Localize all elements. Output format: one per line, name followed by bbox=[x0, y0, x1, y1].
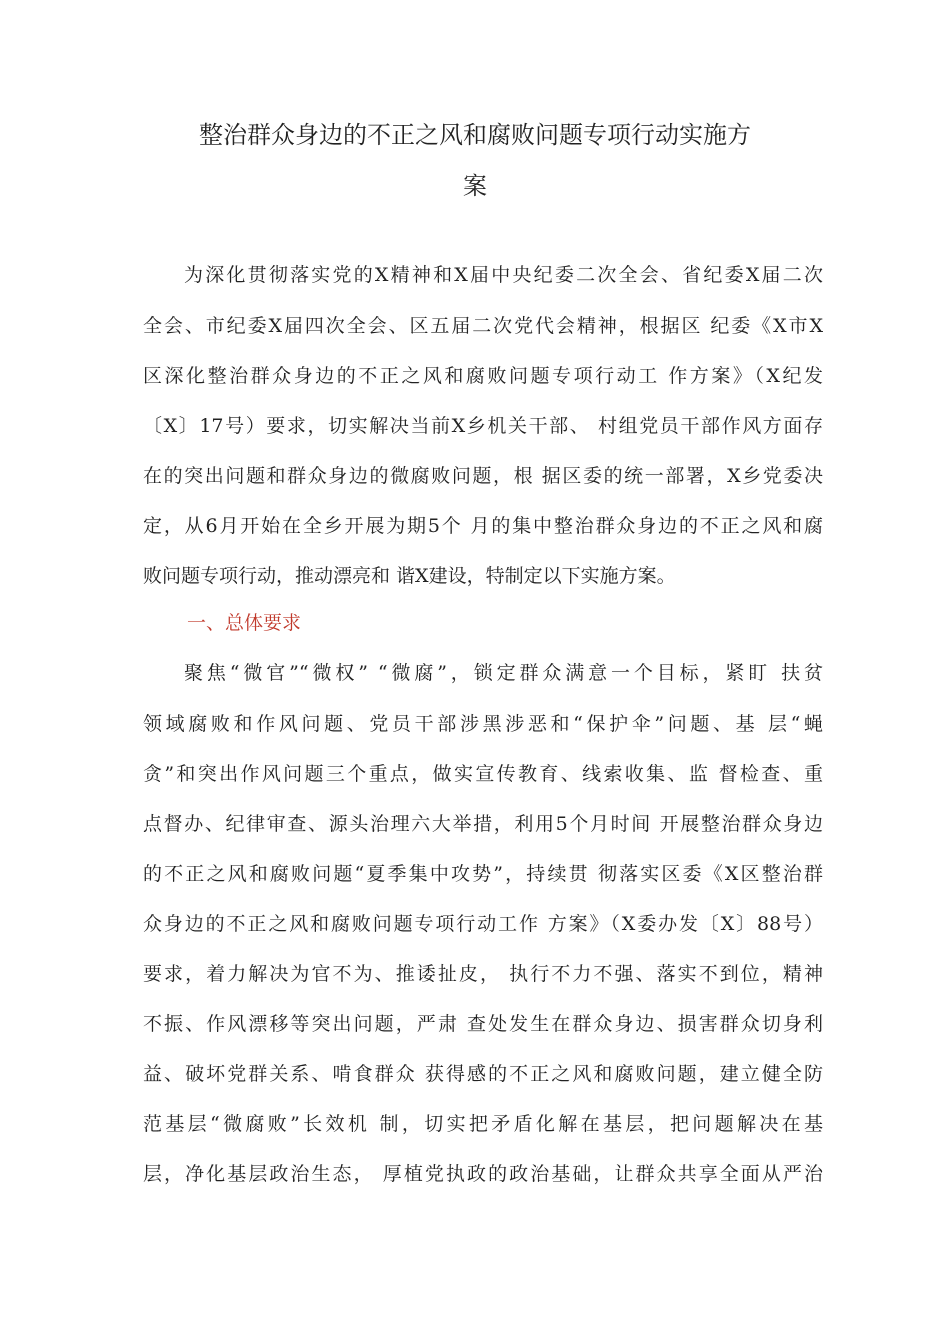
paragraph-2-line: 聚焦“微官”“微权” “微腐”，锁定群众满意一个目标，紧盯 扶贫 bbox=[184, 662, 823, 684]
paragraph-2-line: 要求，着力解决为官不为、推诿扯皮， 执行不力不强、落实不到位，精神 bbox=[143, 963, 823, 985]
paragraph-1-line: 全会、市纪委X届四次全会、区五届二次党代会精神，根据区 纪委《X市X bbox=[143, 315, 823, 337]
paragraph-2-line: 领域腐败和作风问题、党员干部涉黑涉恶和“保护伞”问题、基 层“蝇 bbox=[143, 713, 823, 735]
paragraph-2-line: 众身边的不正之风和腐败问题专项行动工作 方案》（X委办发〔X〕88号） bbox=[143, 913, 823, 935]
paragraph-2-line: 点督办、纪律审查、源头治理六大举措，利用5个月时间 开展整治群众身边 bbox=[143, 813, 823, 835]
paragraph-2-line: 益、破坏党群关系、啃食群众 获得感的不正之风和腐败问题，建立健全防 bbox=[143, 1063, 823, 1085]
paragraph-2-line: 范基层“微腐败”长效机 制，切实把矛盾化解在基层，把问题解决在基 bbox=[143, 1113, 823, 1135]
document-title-continued: 案 bbox=[463, 172, 487, 200]
paragraph-1-line: 区深化整治群众身边的不正之风和腐败问题专项行动工 作方案》（X纪发 bbox=[143, 365, 823, 387]
paragraph-1-line: 在的突出问题和群众身边的微腐败问题，根 据区委的统一部署，X乡党委决 bbox=[143, 465, 823, 487]
section-heading: 一、总体要求 bbox=[187, 612, 302, 634]
paragraph-2-line: 的不正之风和腐败问题“夏季集中攻势”，持续贯 彻落实区委《X区整治群 bbox=[143, 863, 823, 885]
paragraph-1-line: 为深化贯彻落实党的X精神和X届中央纪委二次全会、省纪委X届二次 bbox=[184, 264, 823, 286]
document-title: 整治群众身边的不正之风和腐败问题专项行动实施方 bbox=[199, 121, 751, 149]
paragraph-2-line: 贪”和突出作风问题三个重点，做实宣传教育、线索收集、监 督检查、重 bbox=[143, 763, 823, 785]
paragraph-2-line: 不振、作风漂移等突出问题，严肃 查处发生在群众身边、损害群众切身利 bbox=[143, 1013, 823, 1035]
paragraph-2-line: 层，净化基层政治生态， 厚植党执政的政治基础，让群众共享全面从严治 bbox=[143, 1163, 823, 1185]
paragraph-1-line: 定，从6月开始在全乡开展为期5个 月的集中整治群众身边的不正之风和腐 bbox=[143, 515, 823, 537]
paragraph-1-line: 〔X〕17号）要求，切实解决当前X乡机关干部、 村组党员干部作风方面存 bbox=[143, 415, 823, 437]
paragraph-1-line: 败问题专项行动，推动漂亮和 谐X建设，特制定以下实施方案。 bbox=[143, 565, 676, 587]
